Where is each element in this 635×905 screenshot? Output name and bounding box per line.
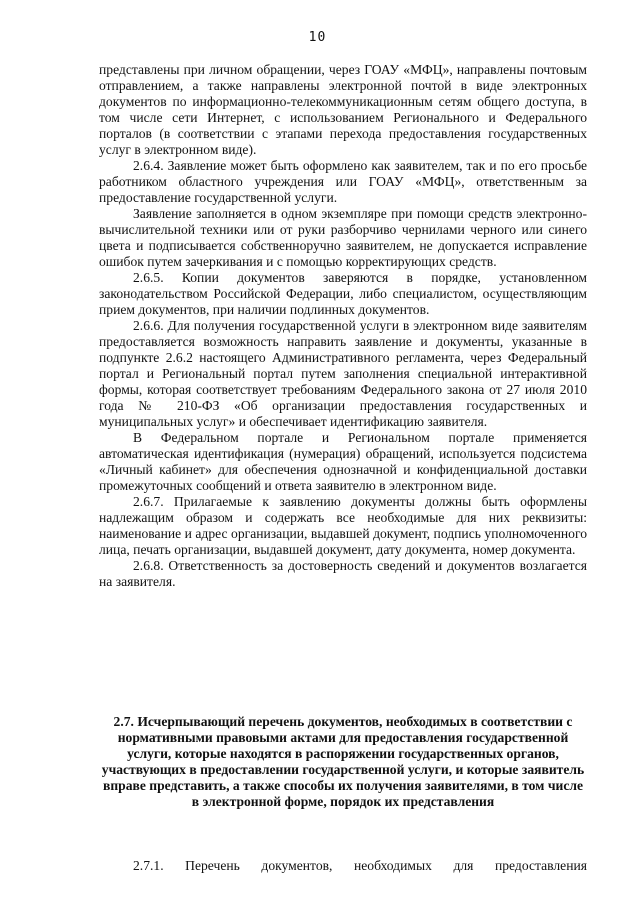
paragraph-portal-identification: В Федеральном портале и Региональном портале применяется автоматическая идентификация (нумерация) обращений, используется подсистема «Личный кабинет» для обеспечения однозначной и конфиденциальной доставки промежуточных сообщений и ответа заявителю в электронном виде. (99, 430, 587, 493)
page-number: 10 (308, 30, 327, 45)
paragraph-2-6-6: 2.6.6. Для получения государственной услуги в электронном виде заявителям предоставляется возможность направить заявление и документы, указанные в подпункте 2.6.2 настоящего Административного регламента, через Федеральный портал и Региональный портал путем заполнения специальной интерактивной формы, которая соответствует требованиям Федерального закона от 27 июля 2010 года № 210-ФЗ «Об организации предоставления государственных и муниципальных услуг» и обеспечивает идентификацию заявителя. (99, 318, 587, 429)
paragraph-2-6-4: 2.6.4. Заявление может быть оформлено как заявителем, так и по его просьбе работником областного учреждения или ГОАУ «МФЦ», ответственным за предоставление государственной услуги. (99, 158, 587, 205)
paragraph-2-7-1: 2.7.1. Перечень документов, необходимых для предоставления (133, 858, 587, 873)
paragraph-2-6-8: 2.6.8. Ответственность за достоверность сведений и документов возлагается на заявителя. (99, 558, 587, 589)
paragraph-2-6-5: 2.6.5. Копии документов заверяются в порядке, установленном законодательством Российской Федерации, либо специалистом, осуществляющим прием документов, при наличии подлинных документов. (99, 270, 587, 317)
section-heading-2-7: 2.7. Исчерпывающий перечень документов, необходимых в соответствии с нормативными правовыми актами для предоставления государственной услуги, которые находятся в распоряжении государственных органов, участвующих в предоставлении государственной услуги, и которые заявитель вправе представить, а также способы их получения заявителями, в том числе в электронной форме, порядок их представления (101, 714, 585, 810)
paragraph-2-6-7: 2.6.7. Прилагаемые к заявлению документы должны быть оформлены надлежащим образом и содержать все необходимые для них реквизиты: наименование и адрес организации, выдавшей документ, подпись уполномоченного лица, печать организации, выдавшей документ, дату документа, номер документа. (99, 494, 587, 557)
paragraph-continuation: представлены при личном обращении, через ГОАУ «МФЦ», направлены почтовым отправлением, а также направлены электронной почтой в виде электронных документов по информационно-телекоммуникационным сетям общего доступа, в том числе сети Интернет, с использованием Регионального и Федерального порталов (в соответствии с этапами перехода предоставления государственных услуг в электронном виде). (99, 62, 587, 157)
body-text (99, 62, 587, 590)
paragraph-application-filling: Заявление заполняется в одном экземпляре при помощи средств электронно-вычислительной техники или от руки разборчиво чернилами черного или синего цвета и подписывается собственноручно заявителем, не допускается исправление ошибок путем зачеркивания и с помощью корректирующих средств. (99, 206, 587, 269)
